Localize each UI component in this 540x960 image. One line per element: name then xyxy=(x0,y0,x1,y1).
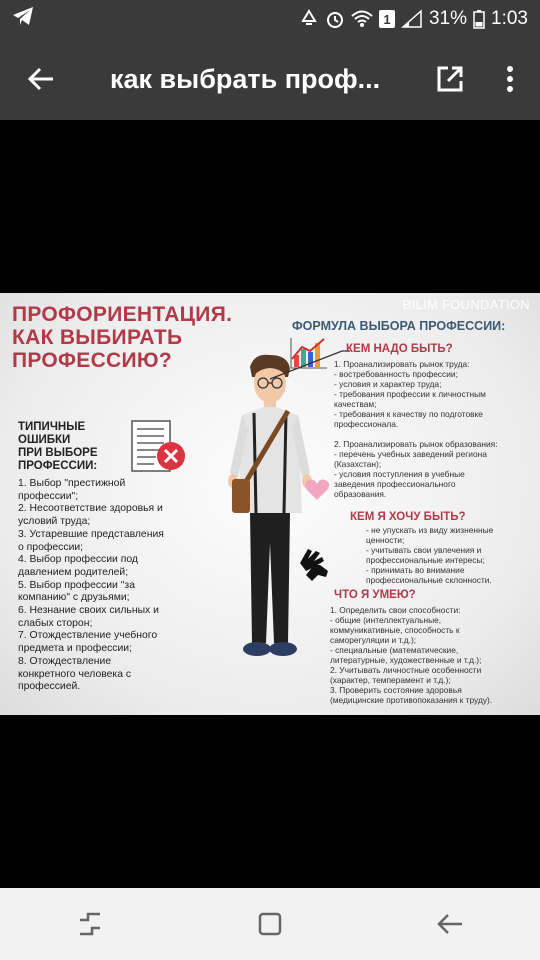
more-options-button[interactable] xyxy=(480,38,540,120)
recycle-icon xyxy=(299,9,319,29)
sim-badge: 1 xyxy=(379,10,395,28)
wifi-icon xyxy=(351,9,373,29)
open-external-button[interactable] xyxy=(420,38,480,120)
infographic-title: ПРОФОРИЕНТАЦИЯ. КАК ВЫБИРАТЬ ПРОФЕССИЮ? xyxy=(12,303,233,372)
formula-title: ФОРМУЛА ВЫБОРА ПРОФЕССИИ: xyxy=(292,319,506,333)
hands-icon xyxy=(296,545,332,583)
signal-icon xyxy=(401,9,423,29)
status-bar xyxy=(0,0,540,38)
brand-label: BILIM FOUNDATION xyxy=(402,297,530,312)
recent-apps-button[interactable] xyxy=(55,894,125,954)
telegram-icon xyxy=(12,6,34,32)
back-nav-button[interactable] xyxy=(415,894,485,954)
back-button[interactable] xyxy=(0,38,82,120)
person-illustration xyxy=(220,353,320,675)
section-who-i-want-body: - не упускать из виду жизненные ценности; - учитывать свои увлечения и профессиональные интересы; - принимать во внимание профессиональные склонности. xyxy=(366,525,494,585)
clock: 1:03 xyxy=(491,8,528,29)
section-what-i-can-title: ЧТО Я УМЕЮ? xyxy=(334,589,416,601)
back-arrow-icon xyxy=(436,910,464,938)
heart-icon xyxy=(304,478,330,502)
alarm-icon xyxy=(325,9,345,29)
mistakes-title: ТИПИЧНЫЕ ОШИБКИ ПРИ ВЫБОРЕ ПРОФЕССИИ: xyxy=(18,421,98,472)
battery-text: 31% xyxy=(428,8,468,29)
arrow-left-icon xyxy=(27,65,55,93)
home-button[interactable] xyxy=(235,894,305,954)
app-bar xyxy=(0,38,540,120)
infographic-image[interactable] xyxy=(0,293,540,715)
recent-apps-icon xyxy=(76,910,104,938)
mistakes-list: 1. Выбор "престижной профессии"; 2. Несоответствие здоровья и условий труда; 3. Устаревшие представления о профессии; 4. Выбор профессии под давлением родителей; 5. Выбор профессии "за компанию" с друзьями; 6. Незнание своих сильных и слабых сторон; 7. Отождествление учебного предмета и профессии; 8. Отождествление конкретного человека с профессией. xyxy=(18,478,164,693)
open-external-icon xyxy=(436,65,464,93)
more-vertical-icon xyxy=(506,65,514,93)
navigation-bar xyxy=(0,888,540,960)
page-title: как выбрать проф... xyxy=(110,63,381,94)
section-what-i-can-body: 1. Определить свои способности: - общие (интеллектуальные, коммуникативные, способность к саморегуляции и т.д.); - специальные (математические, литературные, художественные и т.д.); 2. Учитывать личностные особенности (характер, темперамент и т.д.); 3. Проверить состояние здоровья (медицинские противопоказания к труду). xyxy=(330,605,493,705)
section-who-i-want-title: КЕМ Я ХОЧУ БЫТЬ? xyxy=(350,511,466,523)
document-error-icon xyxy=(130,419,188,475)
section-who-should-i-be-body: 1. Проанализировать рынок труда: - востребованность профессии; - условия и характер труда; - требования профессии к личностным качествам; - требования к качеству по подготовке профессионала. 2. Проанализировать рынок образования: - перечень учебных заведений региона (Казахстан); - условия поступления в учебные заведения профессионального образования. xyxy=(334,359,498,499)
section-who-should-i-be-title: КЕМ НАДО БЫТЬ? xyxy=(346,343,453,355)
home-icon xyxy=(256,910,284,938)
battery-icon xyxy=(473,9,485,29)
